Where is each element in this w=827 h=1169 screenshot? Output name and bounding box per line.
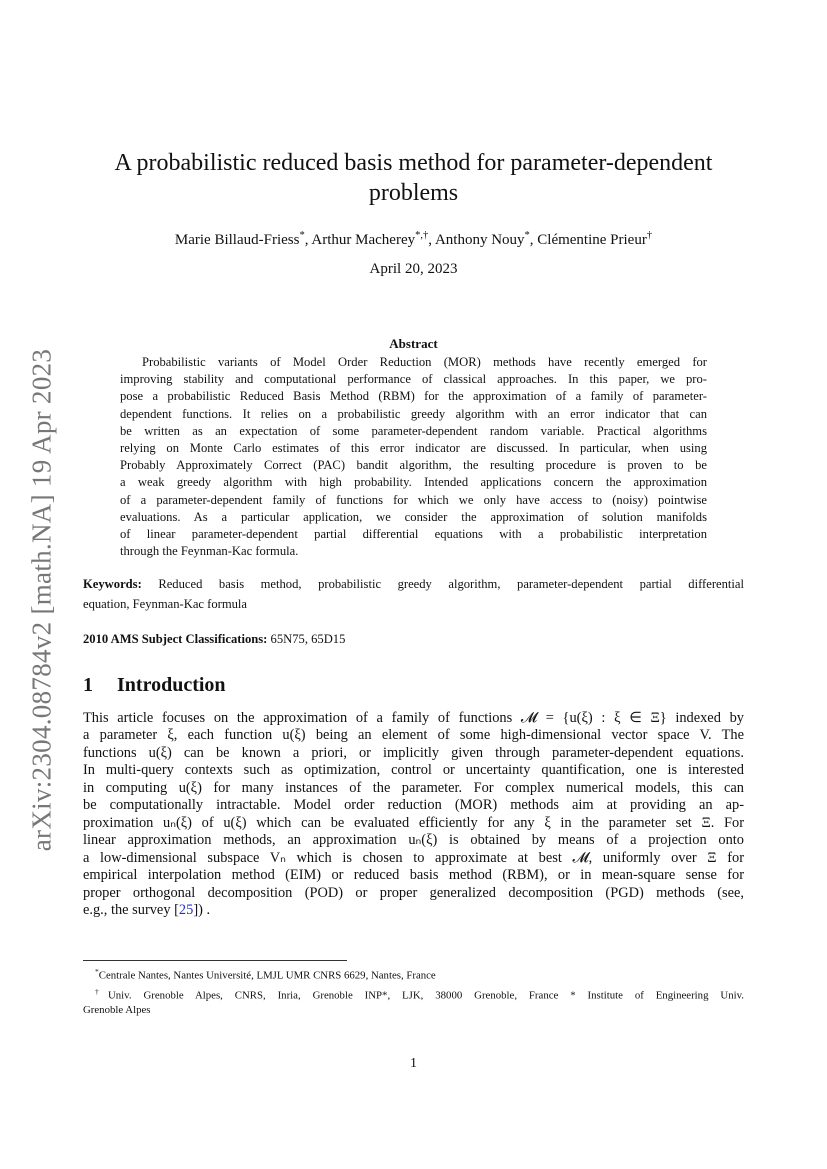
intro-line [83,902,744,919]
author-name: Anthony Nouy [434,232,525,248]
intro-line: In multi-query contexts such as optimization, control or uncertainty quantification, one is interested [83,762,744,779]
author-list: Marie Billaud-Friess*, Arthur Macherey*,†, Anthony Nouy*, Clémentine Prieur† [174,230,653,248]
intro-line: This article focuses on the approximation of a family of functions 𝓜 = {u(ξ) : ξ ∈ Ξ} indexed by [83,710,744,726]
footnote [83,984,744,1004]
footnote-text: Grenoble Alpes [83,1004,151,1017]
intro-line: proximation uₙ(ξ) of u(ξ) which can be evaluated efficiently for any ξ in the parameter set Ξ. For [83,814,744,831]
ams-value: 65N75, 65D15 [270,632,346,646]
intro-text: ]) . [193,901,211,918]
intro-text: e.g., the survey [ [83,901,179,918]
abstract-line: pose a probabilistic Reduced Basis Method (RBM) for the approximation of a family of parameter- [120,389,707,404]
intro-line: in computing u(ξ) for many instances of the parameter. For complex numerical models, this can [83,779,744,796]
footnote-text: Univ. Grenoble Alpes, CNRS, Inria, Grenoble INP*, LJK, 38000 Grenoble, France * Institute of Engineering Univ. [107,989,744,1002]
keywords-text: equation, Feynman-Kac formula [83,597,248,611]
title-line: A probabilistic reduced basis method for parameter-dependent [114,150,713,176]
intro-line: a low-dimensional subspace Vₙ which is chosen to approximate at best 𝓜, uniformly over Ξ for [83,849,744,866]
author-mark: *,† [415,230,429,241]
abstract-heading: Abstract [389,336,438,351]
abstract-line: evaluations. As a particular application, we consider the approximation of solution manifolds [120,509,707,524]
intro-line: linear approximation methods, an approximation uₙ(ξ) is obtained by means of a projection onto [83,832,744,849]
section-number: 1 [83,674,93,696]
author-name: Clémentine Prieur [537,232,647,248]
abstract-line: of linear parameter-dependent partial differential equations with a probabilistic interpretation [120,527,707,542]
footnote-mark: * [95,967,99,976]
footnote-text: Centrale Nantes, Nantes Université, LMJL UMR CNRS 6629, Nantes, France [98,969,436,982]
section-heading [83,674,226,697]
keywords-label: Keywords: [83,577,142,591]
ams-label: 2010 AMS Subject Classifications: [83,632,268,646]
footnote-mark: † [95,986,108,996]
abstract-line: relying on Monte Carlo estimates of this error indicator are discussed. In particular, when using [120,441,707,456]
footnotes [83,964,744,1018]
abstract-line: a weak greedy algorithm with high probability. Intended applications concern the approximation [120,475,707,490]
abstract-line: dependent functions. It relies on a probabilistic greedy algorithm with an error indicator that can [120,406,707,421]
keywords [83,574,744,614]
citation-link[interactable]: 25 [178,901,194,918]
abstract-line: through the Feynman-Kac formula. [120,544,299,559]
intro-line: proper orthogonal decomposition (POD) or proper generalized decomposition (PGD) methods (see, [83,884,744,901]
author-mark: † [646,230,653,241]
abstract-line: be written as an expectation of some parameter-dependent random variable. Practical algorithms [120,423,707,438]
page-number: 1 [410,1056,417,1071]
abstract-line: Probably Approximately Correct (PAC) bandit algorithm, the resulting procedure is proven to be [120,458,707,473]
intro-line: be computationally intractable. Model order reduction (MOR) methods aim at providing an ap- [83,797,744,814]
abstract-line: of a parameter-dependent family of functions for which we only have access to (noisy) pointwise [120,492,707,507]
ams-classification [83,632,345,647]
arxiv-stamp: arXiv:2304.08784v2 [math.NA] 19 Apr 2023 [26,348,57,852]
keywords-text: Reduced basis method, probabilistic greedy algorithm, parameter-dependent partial differential [158,577,745,591]
intro-line: a parameter ξ, each function u(ξ) being an element of some high-dimensional vector space V. The [83,727,744,744]
intro-line: functions u(ξ) can be known a priori, or implicitly given through parameter-dependent equations. [83,744,744,761]
intro-line: empirical interpolation method (EIM) or reduced basis method (RBM), or in mean-square sense for [83,867,744,884]
footnote [83,964,744,984]
abstract-line: improving stability and computational performance of classical approaches. In this paper, we pro- [120,372,707,387]
section-title: Introduction [117,674,226,696]
abstract-line: Probabilistic variants of Model Order Reduction (MOR) methods have recently emerged for [142,355,707,369]
author-mark: * [524,230,530,241]
author-mark: * [299,230,305,241]
title-line: problems [368,180,459,206]
author-name: Marie Billaud-Friess [174,232,300,248]
abstract-body [120,354,707,560]
author-name: Arthur Macherey [311,232,416,248]
footnote-rule [83,960,347,961]
paper-title [0,148,827,208]
paper-date: April 20, 2023 [369,261,458,277]
intro-paragraph [83,710,744,919]
